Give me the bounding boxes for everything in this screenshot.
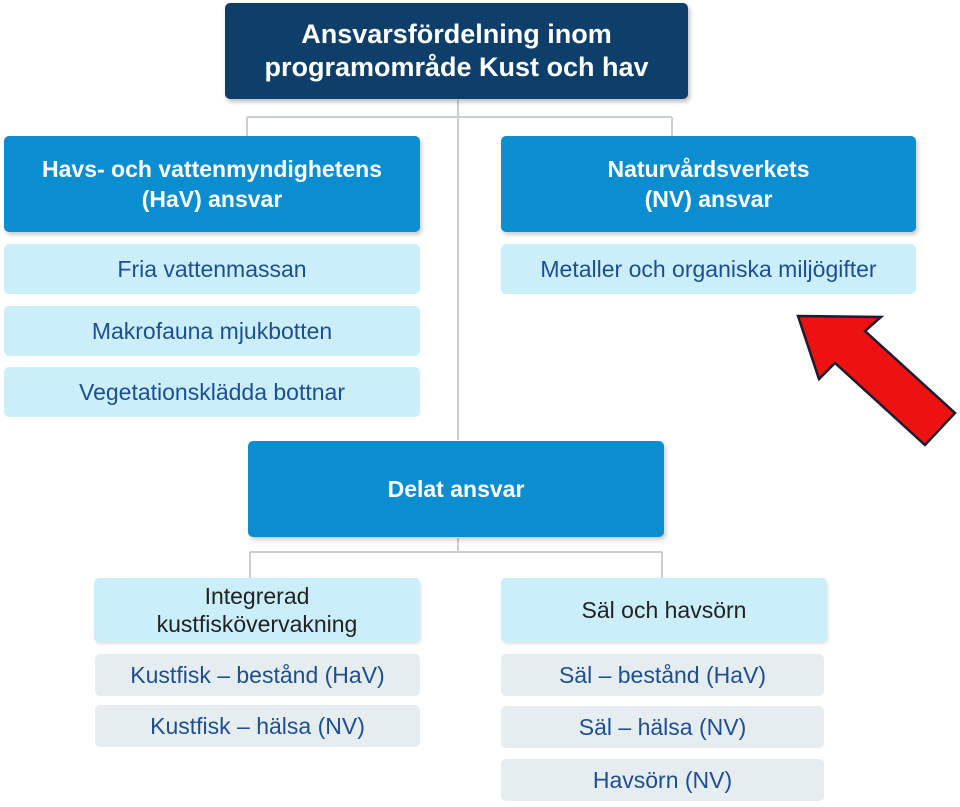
hav-heading-box <box>4 136 420 232</box>
shared-right-heading-box <box>501 578 827 642</box>
red-arrow-icon <box>795 313 960 448</box>
shared-left-item-label: Kustfisk – bestånd (HaV) <box>130 662 385 688</box>
hav-heading: Havs- och vattenmyndighetens (HaV) ansvar <box>42 156 382 212</box>
shared-right-heading: Säl och havsörn <box>581 597 747 623</box>
nv-item-label: Metaller och organiska miljögifter <box>540 256 877 282</box>
shared-left-heading-box <box>94 578 420 642</box>
nv-heading: Naturvårdsverkets (NV) ansvar <box>607 156 810 212</box>
shared-right-item-label: Säl – hälsa (NV) <box>578 714 747 740</box>
hav-item-box <box>4 244 420 294</box>
shared-right-item-box <box>501 706 824 748</box>
nv-item-box <box>501 244 916 294</box>
hav-item-label: Makrofauna mjukbotten <box>91 318 333 344</box>
hav-item-box <box>4 306 420 356</box>
shared-left-item-box <box>95 654 420 696</box>
shared-left-item-box <box>95 705 420 747</box>
shared-heading-box <box>248 441 664 537</box>
hav-item-box <box>4 367 420 417</box>
hav-item-label: Fria vattenmassan <box>117 256 307 282</box>
shared-right-item-label: Säl – bestånd (HaV) <box>558 662 767 688</box>
shared-left-heading: Integrerad kustfiskövervakning <box>156 583 358 637</box>
shared-right-item-box <box>501 759 824 801</box>
shared-left-item-label: Kustfisk – hälsa (NV) <box>150 713 365 739</box>
nv-heading-box <box>501 136 916 232</box>
diagram-title: Ansvarsfördelning inom programområde Kust och hav <box>264 19 649 82</box>
diagram-title-box <box>225 3 688 99</box>
shared-right-item-box <box>501 654 824 696</box>
shared-heading: Delat ansvar <box>387 476 525 502</box>
shared-right-item-label: Havsörn (NV) <box>592 767 733 793</box>
hav-item-label: Vegetationsklädda bottnar <box>79 379 345 405</box>
